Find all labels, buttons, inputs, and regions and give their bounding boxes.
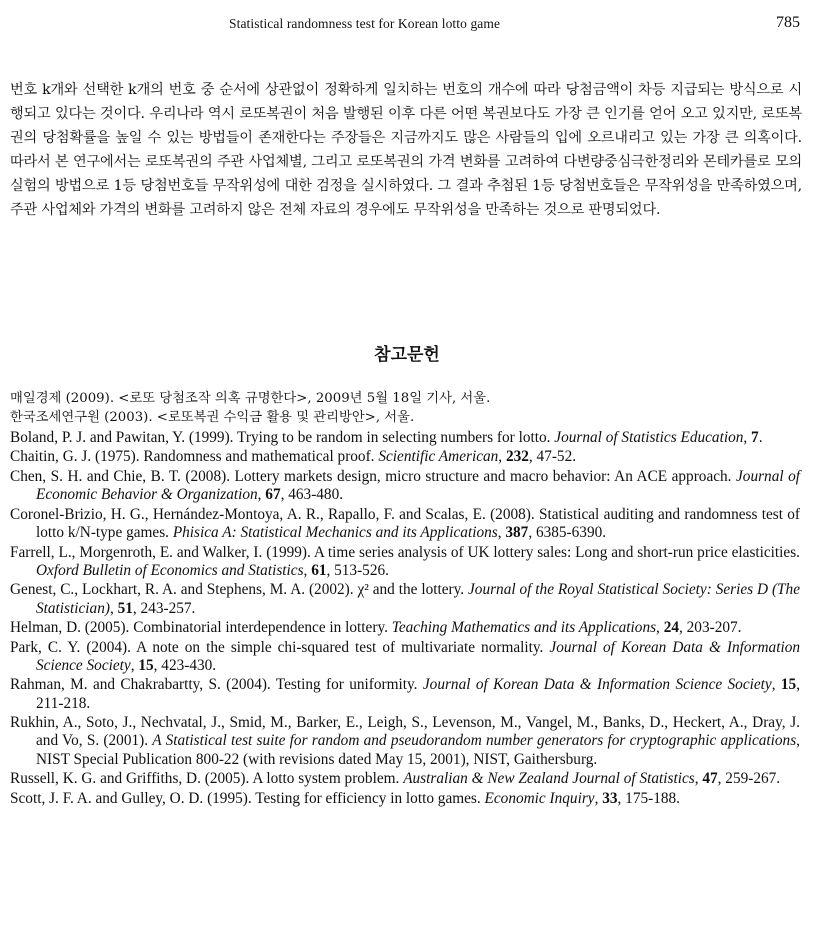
reference-text: Coronel-Brizio, H. G., Hernández-Montoya, A. R., Rapallo, F. and Scalas, E. (2008). Statistical auditing and randomness test of lotto k/N-type games. — [10, 505, 800, 542]
running-header — [0, 14, 814, 36]
reference-item — [10, 639, 800, 676]
reference-text: Rukhin, A., Soto, J., Nechvatal, J., Smid, M., Barker, E., Leigh, S., Levenson, M., Vangel, M., Banks, D., Heckert, A., Dray, J. and Vo, S. (2001). — [10, 714, 800, 750]
reference-pages: , NIST Special Publication 800-22 (with revisions dated May 15, 2001), NIST, Gaithersburg. — [36, 732, 800, 768]
reference-volume: 15 — [780, 676, 797, 694]
reference-item — [10, 506, 800, 543]
reference-journal: Teaching Mathematics and its Applications — [391, 619, 657, 637]
running-title: Statistical randomness test for Korean lotto game — [229, 16, 501, 31]
reference-journal: Oxford Bulletin of Economics and Statistics — [36, 561, 304, 579]
reference-item — [10, 468, 800, 505]
reference-journal: Journal of Korean Data & Information Science Society — [422, 676, 772, 694]
reference-separator: , — [694, 770, 703, 788]
reference-journal: Journal of the Royal Statistical Society: Series D (The Statistician) — [36, 581, 800, 617]
reference-separator: , — [257, 486, 266, 504]
reference-item — [10, 448, 800, 466]
reference-separator: , — [497, 524, 506, 542]
reference-pages: , 6385-6390. — [528, 524, 607, 542]
reference-volume: 24 — [663, 619, 679, 637]
reference-text: Helman, D. (2005). Combinatorial interdependence in lottery. — [10, 619, 388, 637]
reference-text: Scott, J. F. A. and Gulley, O. D. (1995). Testing for efficiency in lotto games. — [10, 789, 481, 807]
reference-journal: Journal of Korean Data & Information Science Society — [36, 638, 800, 674]
reference-volume: 47 — [702, 770, 718, 788]
page-number: 785 — [776, 14, 800, 31]
reference-journal: Scientific American, — [378, 448, 503, 466]
reference-item — [10, 409, 800, 427]
reference-item — [10, 429, 800, 447]
reference-pages: , 203-207. — [679, 619, 742, 637]
reference-separator: , — [303, 561, 312, 579]
reference-journal: A Statistical test suite for random and pseudorandom number generators for cryptographic applications — [152, 732, 797, 750]
reference-pages: , 47-52. — [528, 448, 577, 466]
reference-text: 한국조세연구원 (2003). <로또복권 수익금 활용 및 관리방안>, 서울. — [10, 410, 415, 426]
reference-separator: , — [743, 428, 752, 446]
reference-text: 매일경제 (2009). <로또 당첨조작 의혹 규명한다>, 2009년 5월 18일 기사, 서울. — [10, 391, 491, 406]
reference-item — [10, 770, 800, 788]
reference-pages: , 175-188. — [617, 789, 680, 807]
reference-item — [10, 544, 800, 581]
reference-pages: , 423-430. — [153, 656, 217, 674]
reference-volume: 67 — [265, 486, 281, 504]
body-paragraph — [10, 78, 802, 222]
reference-volume: 51 — [117, 599, 133, 617]
reference-journal: Economic Inquiry — [484, 789, 595, 807]
reference-pages: , 513-526. — [326, 561, 389, 579]
reference-item — [10, 676, 800, 713]
references-heading: 참고문헌 — [374, 345, 440, 365]
reference-journal: Journal of Statistics Education — [554, 428, 744, 446]
reference-separator: , — [656, 619, 664, 637]
reference-journal: Journal of Economic Behavior & Organization — [36, 467, 801, 504]
reference-separator: , — [130, 656, 139, 674]
reference-item — [10, 790, 800, 808]
reference-text: Chen, S. H. and Chie, B. T. (2008). Lottery markets design, micro structure and macro behavior: An ACE approach. — [10, 467, 732, 485]
reference-pages: , 243-257. — [132, 599, 196, 617]
reference-separator: , — [109, 599, 118, 617]
reference-item — [10, 619, 800, 637]
reference-pages: , 259-267. — [717, 770, 781, 788]
reference-text: Russell, K. G. and Griffiths, D. (2005). A lotto system problem. — [10, 770, 400, 788]
reference-volume: 7 — [751, 428, 759, 446]
reference-text: Farrell, L., Morgenroth, E. and Walker, I. (1999). A time series analysis of UK lottery sales: Long and short-run price elasticities. — [10, 543, 800, 561]
reference-item — [10, 390, 800, 408]
paragraph-text: 번호 k개와 선택한 k개의 번호 중 순서에 상관없이 정확하게 일치하는 번호의 개수에 따라 당첨금액이 차등 지급되는 방식으로 시행되고 있다는 것이다. 우리나라 역시 로또복권이 처음 발행된 이후 다른 어떤 복권보다도 가장 큰 인기를 얻어 오고 있지만, 로또복권의 당첨확률을 높일 수 있는 방법들이 존재한다는 주장들은 지금까지도 많은 사람들의 입에 오르내리고 있는 가장 큰 의혹이다. 따라서 본 연구에서는 로또복권의 주관 사업체별, 그리고 로또복권의 가격 변화를 고려하여 다변량중심극한정리와 몬테카를로 모의실험의 방법으로 1등 당첨번호들 무작위성에 대한 검정을 실시하였다. 그 결과 추첨된 1등 당첨번호들은 무작위성을 만족하였으며, 주관 사업체와 가격의 변화를 고려하지 않은 전체 자료의 경우에도 무작위성을 만족하는 것으로 판명되었다. — [10, 82, 802, 218]
reference-separator: , — [771, 676, 781, 694]
reference-list — [10, 390, 800, 809]
reference-volume: 232 — [505, 448, 529, 466]
reference-text: Chaitin, G. J. (1975). Randomness and mathematical proof. — [10, 448, 375, 466]
reference-pages: , 463-480. — [280, 486, 344, 504]
reference-volume: 33 — [602, 789, 618, 807]
reference-text: Genest, C., Lockhart, R. A. and Stephens, M. A. (2002). χ² and the lottery. — [10, 581, 465, 599]
reference-pages: . — [758, 428, 763, 446]
reference-volume: 15 — [138, 656, 154, 674]
reference-journal: Australian & New Zealand Journal of Statistics — [403, 770, 695, 788]
reference-item — [10, 714, 800, 769]
reference-pages: , 211-218. — [36, 676, 801, 712]
reference-text: Boland, P. J. and Pawitan, Y. (1999). Trying to be random in selecting numbers for lotto. — [10, 428, 551, 446]
reference-text: Park, C. Y. (2004). A note on the simple chi-squared test of multivariate normality. — [10, 638, 544, 656]
reference-volume: 387 — [505, 524, 529, 542]
reference-separator: , — [594, 789, 603, 807]
reference-journal: Phisica A: Statistical Mechanics and its Applications — [172, 524, 498, 542]
reference-item — [10, 581, 800, 618]
reference-volume: 61 — [311, 561, 327, 579]
reference-text: Rahman, M. and Chakrabartty, S. (2004). Testing for uniformity. — [10, 676, 418, 694]
